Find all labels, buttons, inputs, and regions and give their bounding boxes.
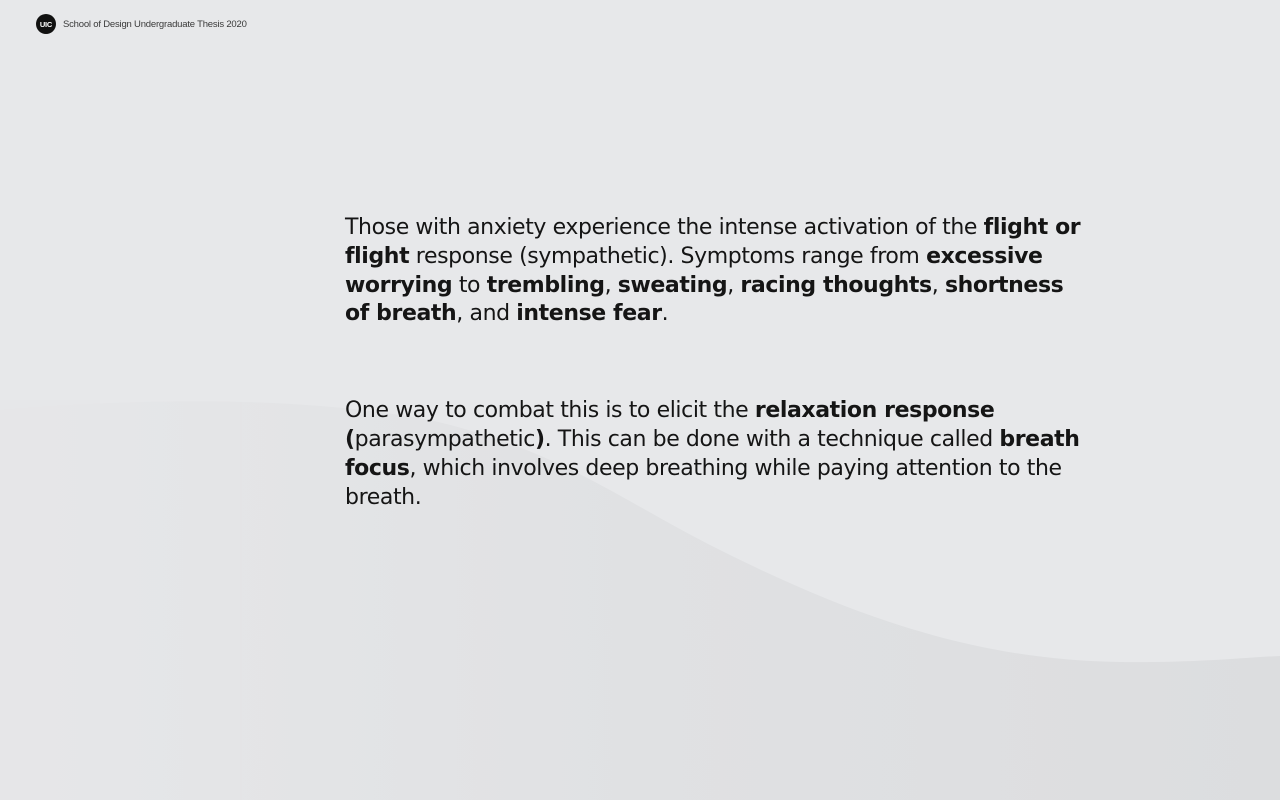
bold-span: excessive worrying [345, 243, 1043, 298]
text-span: to [452, 272, 487, 298]
header [36, 14, 247, 34]
bold-span: racing thoughts [740, 272, 932, 298]
bold-span: intense fear [516, 301, 662, 327]
text-span: , [727, 272, 741, 298]
text-span: One way to combat this is to elicit the [345, 398, 755, 424]
text-span: , which involves deep breathing while paying attention to the breath. [345, 455, 1062, 510]
paragraph-relaxation [345, 397, 1085, 512]
text-span: Those with anxiety experience the intense activation of the [345, 215, 984, 240]
header-title: School of Design Undergraduate Thesis 2020 [63, 18, 247, 30]
bold-span: shortness of breath [345, 272, 1064, 327]
bold-span: ) [534, 426, 545, 452]
body-text [345, 214, 1085, 512]
text-span: . [661, 301, 669, 327]
bold-span: trembling [486, 272, 605, 298]
bold-span: flight or flight [345, 215, 1081, 269]
uic-logo: UIC [36, 14, 56, 34]
text-span: , [931, 272, 945, 298]
text-span: parasympathetic [354, 426, 535, 452]
text-span: . This can be done with a technique called [544, 426, 1000, 452]
bold-span: relaxation response ( [345, 398, 995, 452]
bold-span: breath focus [345, 426, 1080, 481]
paragraph-anxiety [345, 214, 1085, 329]
text-span: response (sympathetic). Symptoms range from [409, 243, 927, 269]
bold-span: sweating [617, 272, 728, 298]
text-span: , [604, 272, 618, 298]
text-span: , and [456, 301, 517, 327]
